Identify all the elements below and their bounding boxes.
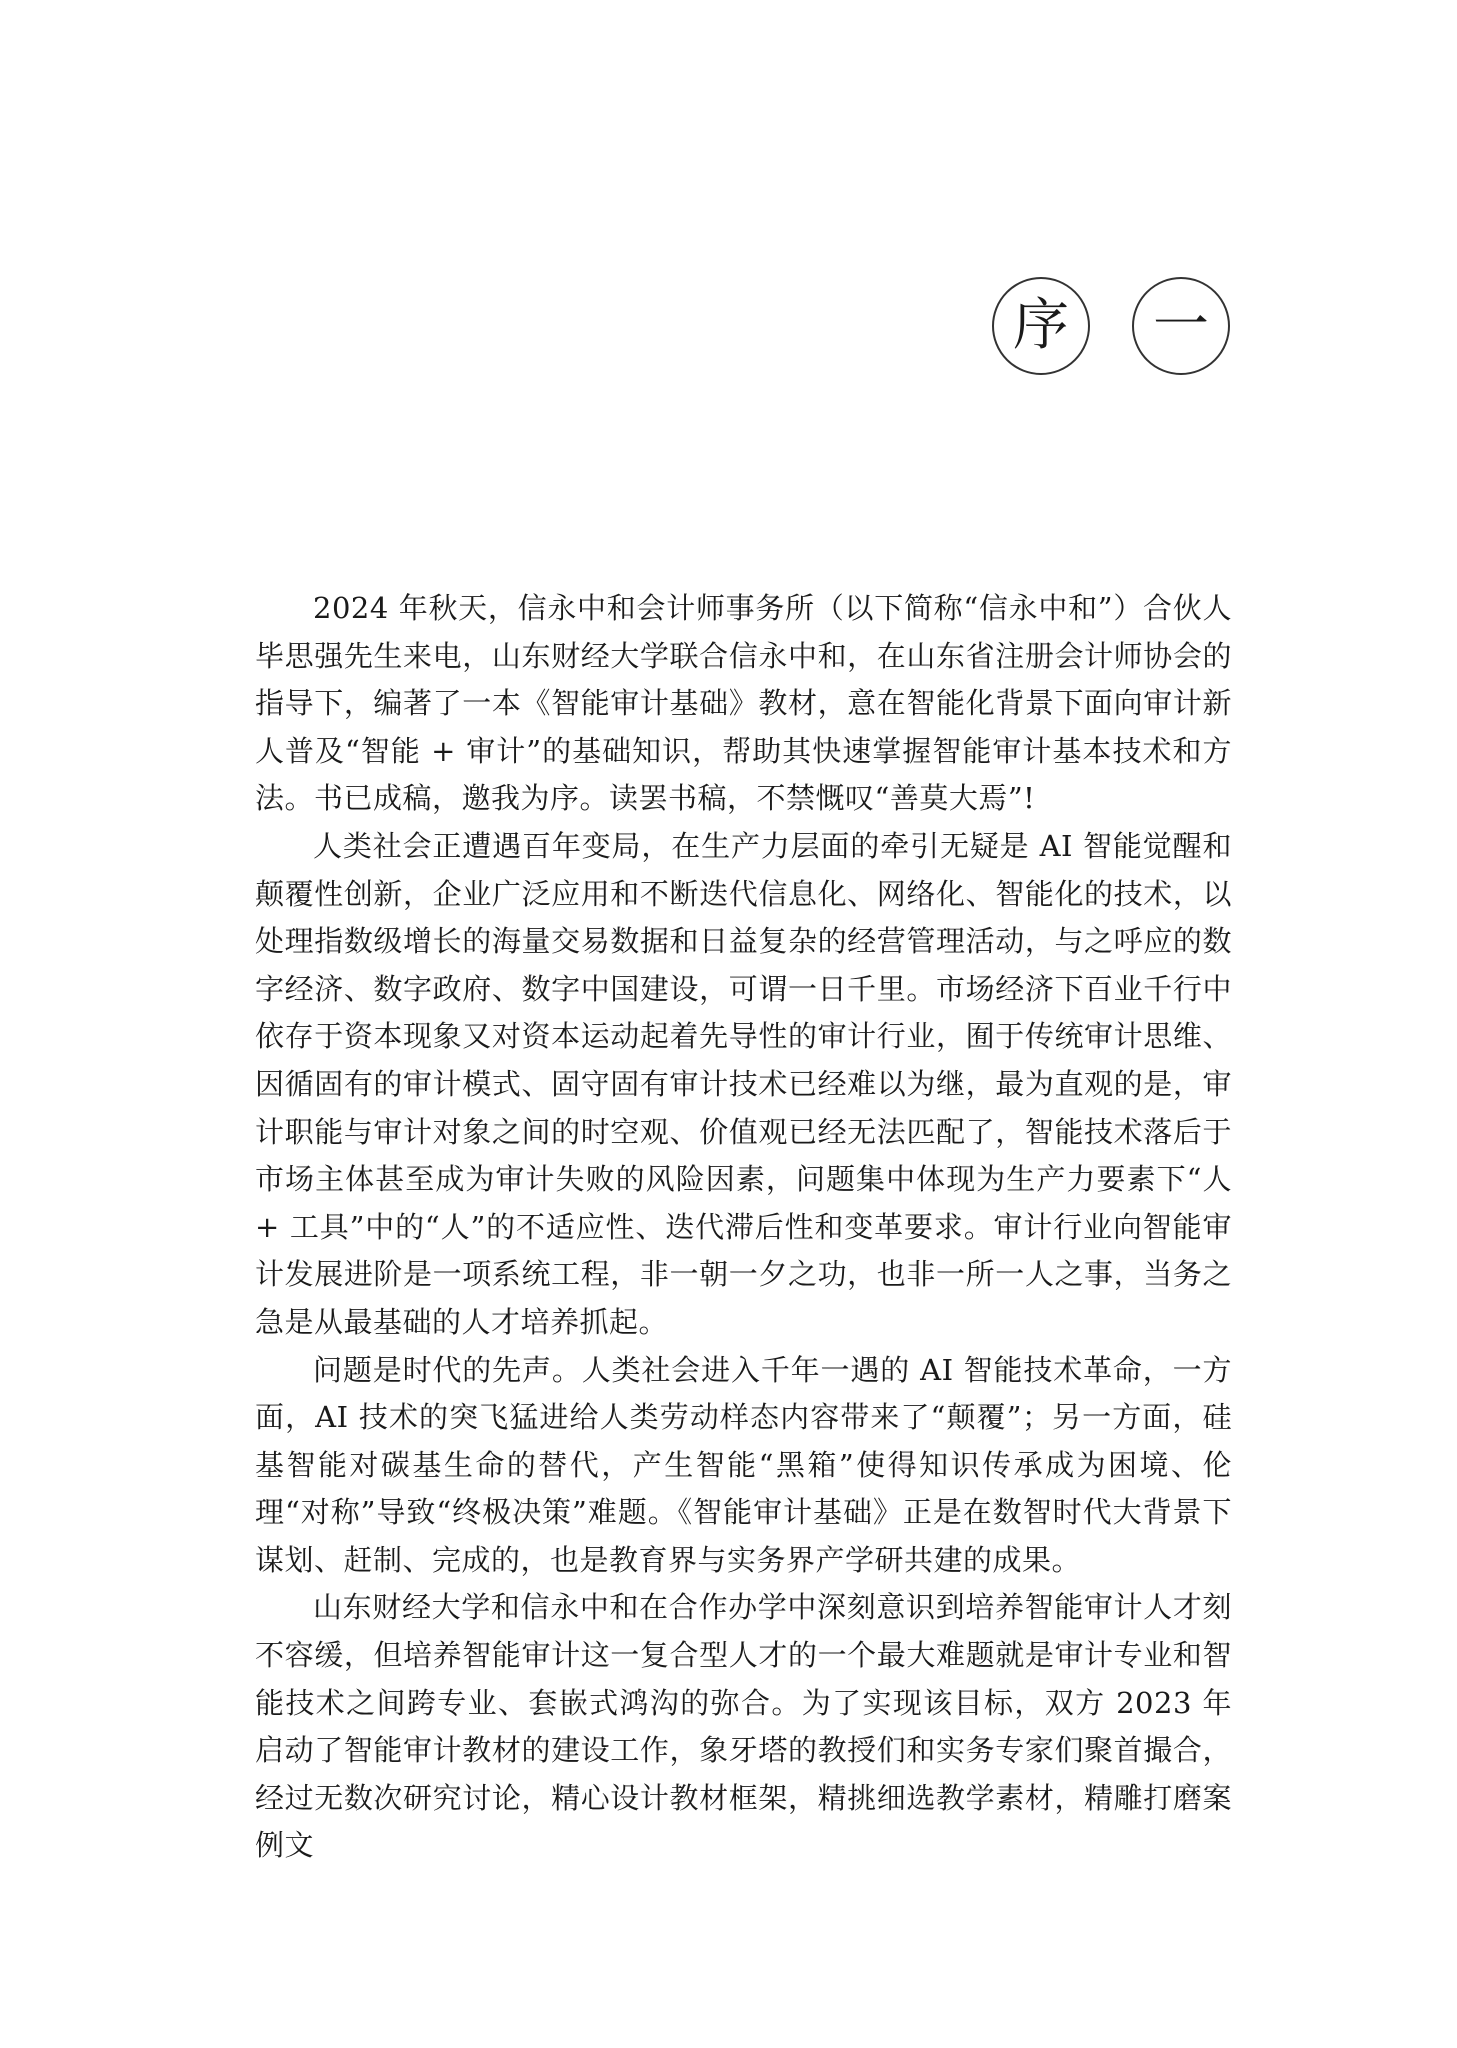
paragraph-2: 人类社会正遭遇百年变局，在生产力层面的牵引无疑是 AI 智能觉醒和颠覆性创新，企业广泛应用和不断迭代信息化、网络化、智能化的技术，以处理指数级增长的海量交易数据和日益复杂的经营管理活动，与之呼应的数字经济、数字政府、数字中国建设，可谓一日千里。市场经济下百业千行中依存于资本现象又对资本运动起着先导性的审计行业，囿于传统审计思维、因循固有的审计模式、固守固有审计技术已经难以为继，最为直观的是，审计职能与审计对象之间的时空观、价值观已经无法匹配了，智能技术落后于市场主体甚至成为审计失败的风险因素，问题集中体现为生产力要素下“人 + 工具”中的“人”的不适应性、迭代滞后性和变革要求。审计行业向智能审计发展进阶是一项系统工程，非一朝一夕之功，也非一所一人之事，当务之急是从最基础的人才培养抓起。 xyxy=(255,828,1232,1339)
title-char-xu: 序 xyxy=(992,277,1090,375)
preface-body xyxy=(255,585,1232,1870)
paragraph-4: 山东财经大学和信永中和在合作办学中深刻意识到培养智能审计人才刻不容缓，但培养智能审计这一复合型人才的一个最大难题就是审计专业和智能技术之间跨专业、套嵌式鸿沟的弥合。为了实现该目标，双方 2023 年启动了智能审计教材的建设工作，象牙塔的教授们和实务专家们聚首撮合，经过无数次研究讨论，精心设计教材框架，精挑细选教学素材，精雕打磨案例文 xyxy=(255,1590,1232,1863)
paragraph-1: 2024 年秋天，信永中和会计师事务所（以下简称“信永中和”）合伙人毕思强先生来电，山东财经大学联合信永中和，在山东省注册会计师协会的指导下，编著了一本《智能审计基础》教材，意在智能化背景下面向审计新人普及“智能 + 审计”的基础知识，帮助其快速掌握智能审计基本技术和方法。书已成稿，邀我为序。读罢书稿，不禁慨叹“善莫大焉”! xyxy=(255,591,1232,816)
preface-title xyxy=(992,277,1230,375)
paragraph-3: 问题是时代的先声。人类社会进入千年一遇的 AI 智能技术革命，一方面，AI 技术的突飞猛进给人类劳动样态内容带来了“颠覆”；另一方面，硅基智能对碳基生命的替代，产生智能“黑箱”使得知识传承成为困境、伦理“对称”导致“终极决策”难题。《智能审计基础》正是在数智时代大背景下谋划、赶制、完成的，也是教育界与实务界产学研共建的成果。 xyxy=(255,1352,1232,1577)
title-char-yi: 一 xyxy=(1132,277,1230,375)
